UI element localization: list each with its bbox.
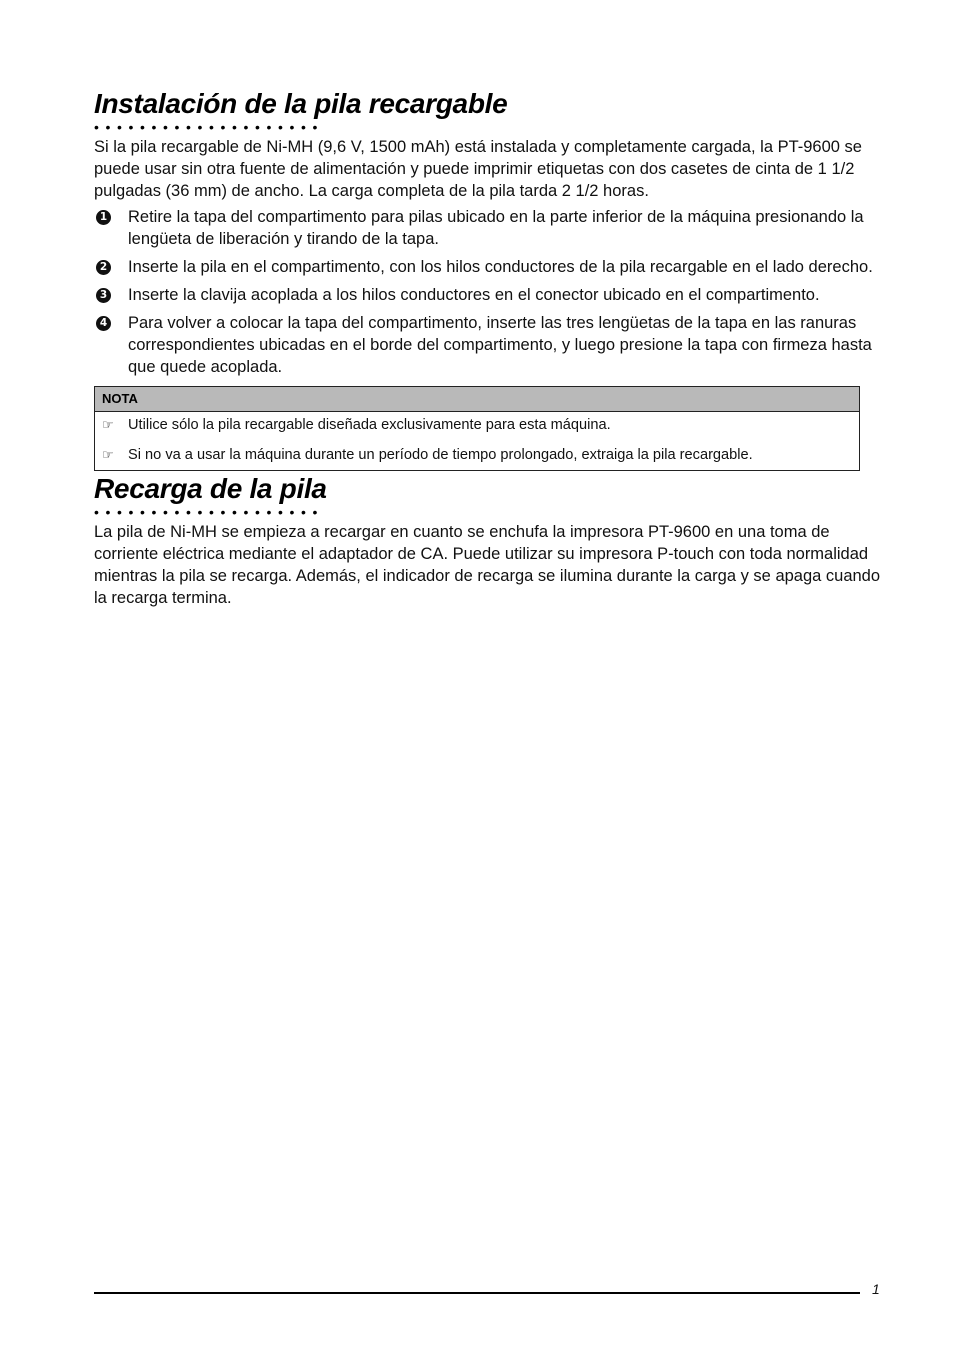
recharge-body: La pila de Ni-MH se empieza a recargar en cuanto se enchufa la impresora PT-9600 en una toma de corriente eléctrica mediante el adaptador de CA. Puede utilizar su impresora P-touch con toda normalidad mientras la pila se recarga. Además, el indicador de recarga se ilumina durante la carga y se apaga cuando la recarga termina.	[94, 523, 881, 607]
installation-intro: Si la pila recargable de Ni-MH (9,6 V, 1500 mAh) está instalada y completamente cargada, la PT-9600 se puede usar sin otra fuente de alimentación y puede imprimir etiquetas con dos casetes de cinta de 1 1/2 pulgadas (36 mm) de ancho. La carga completa de la pila tarda 2 1/2 horas.	[94, 138, 862, 200]
note-text: Si no va a usar la máquina durante un período de tiempo prolongado, extraiga la pila recargable.	[128, 447, 753, 463]
page-number: 1	[872, 1281, 880, 1297]
step-text: Inserte la pila en el compartimento, con los hilos conductores de la pila recargable en el lado derecho.	[128, 258, 873, 276]
step-item	[94, 256, 886, 278]
step-number-icon: 3	[96, 288, 111, 303]
step-text: Inserte la clavija acoplada a los hilos conductores en el conector ubicado en el compartimento.	[128, 286, 820, 304]
title-dot-rule: ••••••••••••••••••••	[94, 120, 325, 135]
step-number-icon: 1	[96, 210, 111, 225]
note-item	[95, 412, 859, 442]
footer-rule	[94, 1292, 860, 1294]
section-title-installation: Instalación de la pila recargable	[94, 88, 508, 119]
note-box	[94, 386, 860, 471]
note-text: Utilice sólo la pila recargable diseñada exclusivamente para esta máquina.	[128, 417, 611, 433]
document-page	[94, 86, 886, 609]
pointing-hand-icon: ☞	[102, 418, 114, 433]
pointing-hand-icon: ☞	[102, 448, 114, 463]
step-text: Para volver a colocar la tapa del compartimento, inserte las tres lengüetas de la tapa en las ranuras correspondientes ubicadas en el borde del compartimento, y luego presione la tapa con firmeza hasta que quede acoplada.	[128, 314, 872, 376]
step-item	[94, 312, 886, 378]
step-number-icon: 2	[96, 260, 111, 275]
title-dot-rule: ••••••••••••••••••••	[94, 505, 325, 520]
step-text: Retire la tapa del compartimento para pilas ubicado en la parte inferior de la máquina presionando la lengüeta de liberación y tirando de la tapa.	[128, 208, 864, 248]
step-number-icon: 4	[96, 316, 111, 331]
step-item	[94, 206, 886, 250]
section-title-recharge: Recarga de la pila	[94, 473, 327, 504]
note-item	[95, 442, 859, 470]
step-item	[94, 284, 886, 306]
installation-steps	[94, 206, 886, 378]
note-heading: NOTA	[95, 387, 859, 412]
